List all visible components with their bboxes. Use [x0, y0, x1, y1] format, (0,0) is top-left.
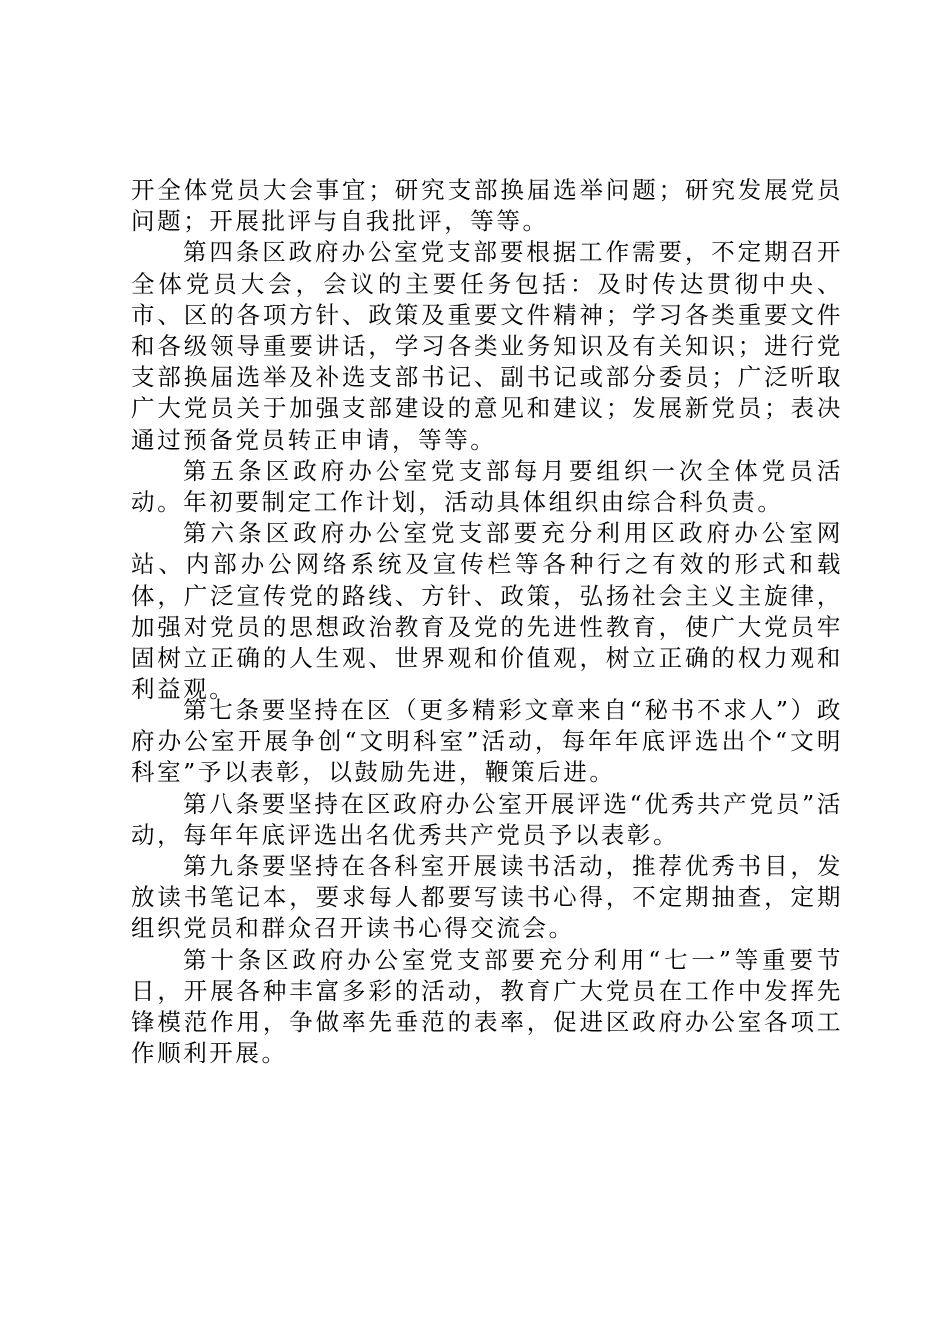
paragraph-article-4: 第四条区政府办公室党支部要根据工作需要，不定期召开全体党员大会，会议的主要任务包括：及时传达贯彻中央、市、区的各项方针、政策及重要文件精神；学习各类重要文件和各级领导重要讲话，学习各类业务知识及有关知识；进行党支部换届选举及补选支部书记、副书记或部分委员；广泛听取广大党员关于加强支部建设的意见和建议；发展新党员；表决通过预备党员转正申请，等等。: [131, 238, 843, 454]
paragraph-article-10: 第十条区政府办公室党支部要充分利用“七一”等重要节日，开展各种丰富多彩的活动，教育广大党员在工作中发挥先锋模范作用，争做率先垂范的表率，促进区政府办公室各项工作顺利开展。: [131, 945, 843, 1068]
paragraph-article-8: 第八条要坚持在区政府办公室开展评选“优秀共产党员”活动，每年年底评选出名优秀共产党员予以表彰。: [131, 789, 843, 849]
text-block-upper: [131, 175, 843, 705]
paragraph-article-7: 第七条要坚持在区（更多精彩文章来自“秘书不求人”）政府办公室开展争创“文明科室”活动，每年年底评选出个“文明科室”予以表彰，以鼓励先进，鞭策后进。: [131, 696, 843, 787]
text-block-lower: [131, 695, 843, 1069]
paragraph-article-5: 第五条区政府办公室党支部每月要组织一次全体党员活动。年初要制定工作计划，活动具体组织由综合科负责。: [131, 456, 843, 517]
paragraph-continuation: 开全体党员大会事宜；研究支部换届选举问题；研究发展党员问题；开展批评与自我批评，等等。: [131, 176, 843, 236]
paragraph-article-9: 第九条要坚持在各科室开展读书活动，推荐优秀书目，发放读书笔记本，要求每人都要写读书心得，不定期抽查，定期组织党员和群众召开读书心得交流会。: [131, 852, 843, 943]
paragraph-article-6: 第六条区政府办公室党支部要充分利用区政府办公室网站、内部办公网络系统及宣传栏等各种行之有效的形式和载体，广泛宣传党的路线、方针、政策，弘扬社会主义主旋律，加强对党员的思想政治教育及党的先进性教育，使广大党员牢固树立正确的人生观、世界观和价值观，树立正确的权力观和利益观。: [131, 519, 843, 704]
